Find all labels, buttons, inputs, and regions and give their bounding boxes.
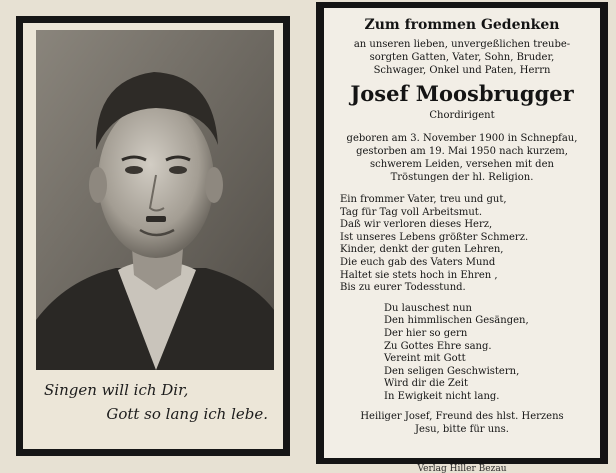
poem-line: Den himmlischen Gesängen,: [384, 315, 529, 327]
verse-line-2: Gott so lang ich lebe.: [106, 405, 268, 423]
prayer: [326, 410, 598, 436]
poem-line: Ist unseres Lebens größter Schmerz.: [340, 231, 529, 243]
intro-line: Schwager, Onkel und Paten, Herrn: [373, 65, 551, 76]
poem-line: Haltet sie stets hoch in Ehren ,: [340, 269, 498, 281]
obituary-text: [326, 16, 598, 436]
intro-line: sorgten Gatten, Vater, Sohn, Bruder,: [369, 52, 555, 63]
printer-imprint: Verlag Hiller Bezau: [417, 464, 507, 473]
poem-line: Vereint mit Gott: [384, 353, 466, 365]
poem-line: Bis zu eurer Todesstund.: [340, 282, 466, 294]
date-line: Tröstungen der hl. Religion.: [390, 172, 534, 183]
poem-line: Ein frommer Vater, treu und gut,: [340, 194, 507, 205]
date-line: geboren am 3. November 1900 in Schnepfau,: [346, 133, 578, 144]
poem-line: Zu Gottes Ehre sang.: [384, 340, 492, 352]
poem-line: Wird dir die Zeit: [384, 378, 468, 390]
poem-first: [326, 194, 598, 295]
poem-line: Kinder, denkt der guten Lehren,: [340, 244, 504, 256]
prayer-line: Jesu, bitte für uns.: [415, 423, 509, 435]
poem-line: Daß wir verloren dieses Herz,: [340, 219, 493, 231]
verse-line-1: Singen will ich Dir,: [44, 381, 189, 399]
poem-line: Den seligen Geschwistern,: [384, 365, 520, 377]
portrait-photo: [36, 30, 274, 370]
date-line: schwerem Leiden, versehen mit den: [370, 159, 554, 170]
left-verse: [36, 378, 274, 426]
poem-second: [326, 303, 598, 404]
date-line: gestorben am 19. Mai 1950 nach kurzem,: [356, 146, 568, 157]
memorial-header: Zum frommen Gedenken: [364, 17, 560, 33]
intro-text: [326, 38, 598, 77]
poem-line: Du lauschest nun: [384, 302, 472, 314]
poem-line: Tag für Tag voll Arbeitsmut.: [340, 206, 483, 218]
profession: Chordirigent: [429, 110, 495, 121]
life-dates: [326, 132, 598, 184]
poem-line: In Ewigkeit nicht lang.: [384, 390, 500, 402]
intro-line: an unseren lieben, unvergeßlichen treube-: [353, 39, 571, 50]
prayer-line: Heiliger Josef, Freund des hlst. Herzens: [360, 410, 564, 422]
poem-line: Der hier so gern: [384, 327, 468, 339]
deceased-name: Josef Moosbrugger: [350, 81, 574, 106]
poem-line: Die euch gab des Vaters Mund: [340, 256, 496, 268]
